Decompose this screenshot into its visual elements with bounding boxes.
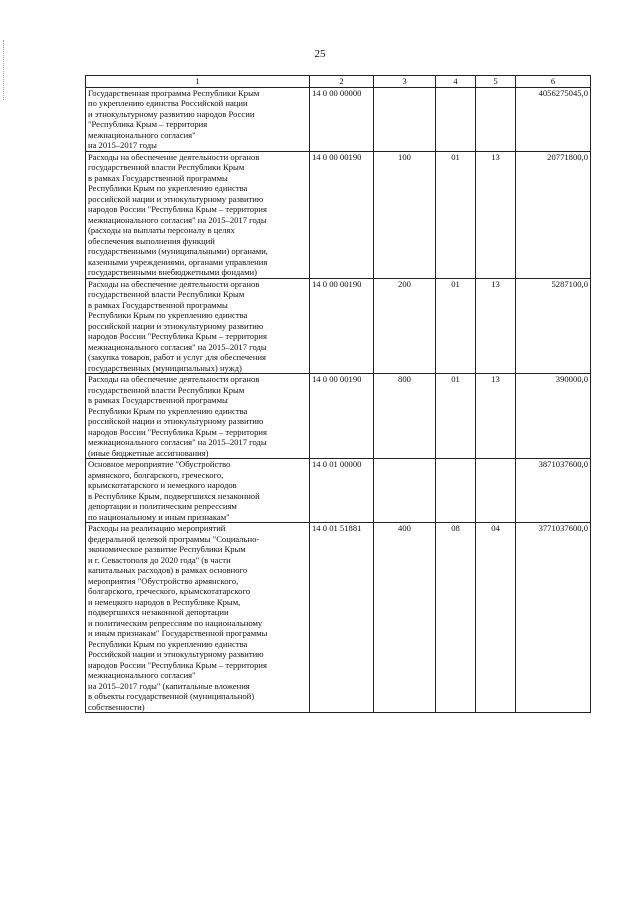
row-section: 01 <box>436 278 476 374</box>
row-description: Основное мероприятие "Обустройство армянского, болгарского, греческого, крымскотатарского и немецкого народов в Республике Крым, подвергшихся незаконной депортации и политическим репрессиям по национальному и иным признакам" <box>86 459 310 523</box>
row-amount: 5287100,0 <box>516 278 591 374</box>
row-amount: 20771800,0 <box>516 151 591 278</box>
row-subsection <box>476 459 516 523</box>
row-section: 08 <box>436 523 476 713</box>
row-amount: 390000,0 <box>516 374 591 459</box>
row-expense-type: 400 <box>374 523 436 713</box>
header-col-5: 5 <box>476 76 516 88</box>
table-row <box>86 459 591 523</box>
row-expense-type: 800 <box>374 374 436 459</box>
row-code: 14 0 01 51881 <box>310 523 374 713</box>
header-col-6: 6 <box>516 76 591 88</box>
row-description: Расходы на реализацию мероприятий федеральной целевой программы "Социально- экономическое развитие Республики Крым и г. Севастополя до 2020 года" (в части капитальных расходов) в рамках основного мероприятия "Обустройство армянского, болгарского, греческого, крымскотатарского и немецкого народов в Республике Крым, подвергшихся незаконной депортации и политическим репрессиям по национальному и иным признакам" Государственной программы Республики Крым по укреплению единства Российской нации и этнокультурному развитию народов России "Республика Крым – территория межнационального согласия" на 2015–2017 годы" (капитальные вложения в объекты государственной (муниципальной) собственности) <box>86 523 310 713</box>
row-code: 14 0 00 00190 <box>310 374 374 459</box>
row-section: 01 <box>436 151 476 278</box>
table-row <box>86 523 591 713</box>
row-amount: 4056275045,0 <box>516 87 591 151</box>
row-expense-type: 100 <box>374 151 436 278</box>
row-section <box>436 459 476 523</box>
row-code: 14 0 00 00190 <box>310 151 374 278</box>
row-subsection: 04 <box>476 523 516 713</box>
row-description: Государственная программа Республики Крым по укреплению единства Российской нации и этнокультурному развитию народов России "Республика Крым – территория межнационального согласия" на 2015–2017 годы <box>86 87 310 151</box>
table-row <box>86 278 591 374</box>
header-row <box>86 76 591 88</box>
row-code: 14 0 00 00190 <box>310 278 374 374</box>
row-code: 14 0 00 00000 <box>310 87 374 151</box>
header-col-3: 3 <box>374 76 436 88</box>
page-number: 25 <box>314 48 326 60</box>
header-col-2: 2 <box>310 76 374 88</box>
header-col-4: 4 <box>436 76 476 88</box>
row-expense-type <box>374 459 436 523</box>
table-row <box>86 87 591 151</box>
row-section <box>436 87 476 151</box>
budget-table <box>85 75 591 713</box>
row-description: Расходы на обеспечение деятельности органов государственной власти Республики Крым в рамках Государственной программы Республики Крым по укреплению единства российской нации и этнокультурному развитию народов России "Республика Крым – территория межнационального согласия" на 2015–2017 годы (расходы на выплаты персоналу в целях обеспечения выполнения функций государственными (муниципальными) органами, казенными учреждениями, органами управления государственными внебюджетными фондами) <box>86 151 310 278</box>
row-section: 01 <box>436 374 476 459</box>
row-amount: 3871037600,0 <box>516 459 591 523</box>
row-expense-type: 200 <box>374 278 436 374</box>
row-subsection <box>476 87 516 151</box>
row-expense-type <box>374 87 436 151</box>
row-subsection: 13 <box>476 278 516 374</box>
row-description: Расходы на обеспечение деятельности органов государственной власти Республики Крым в рамках Государственной программы Республики Крым по укреплению единства российской нации и этнокультурному развитию народов России "Республика Крым – территория межнационального согласия" на 2015–2017 годы (иные бюджетные ассигнования) <box>86 374 310 459</box>
row-subsection: 13 <box>476 151 516 278</box>
table-row <box>86 374 591 459</box>
row-code: 14 0 01 00000 <box>310 459 374 523</box>
header-col-1: 1 <box>86 76 310 88</box>
row-amount: 3771037600,0 <box>516 523 591 713</box>
row-subsection: 13 <box>476 374 516 459</box>
table-row <box>86 151 591 278</box>
row-description: Расходы на обеспечение деятельности органов государственной власти Республики Крым в рамках Государственной программы Республики Крым по укреплению единства российской нации и этнокультурному развитию народов России "Республика Крым – территория межнационального согласия" на 2015–2017 годы (закупка товаров, работ и услуг для обеспечения государственных (муниципальных) нужд) <box>86 278 310 374</box>
